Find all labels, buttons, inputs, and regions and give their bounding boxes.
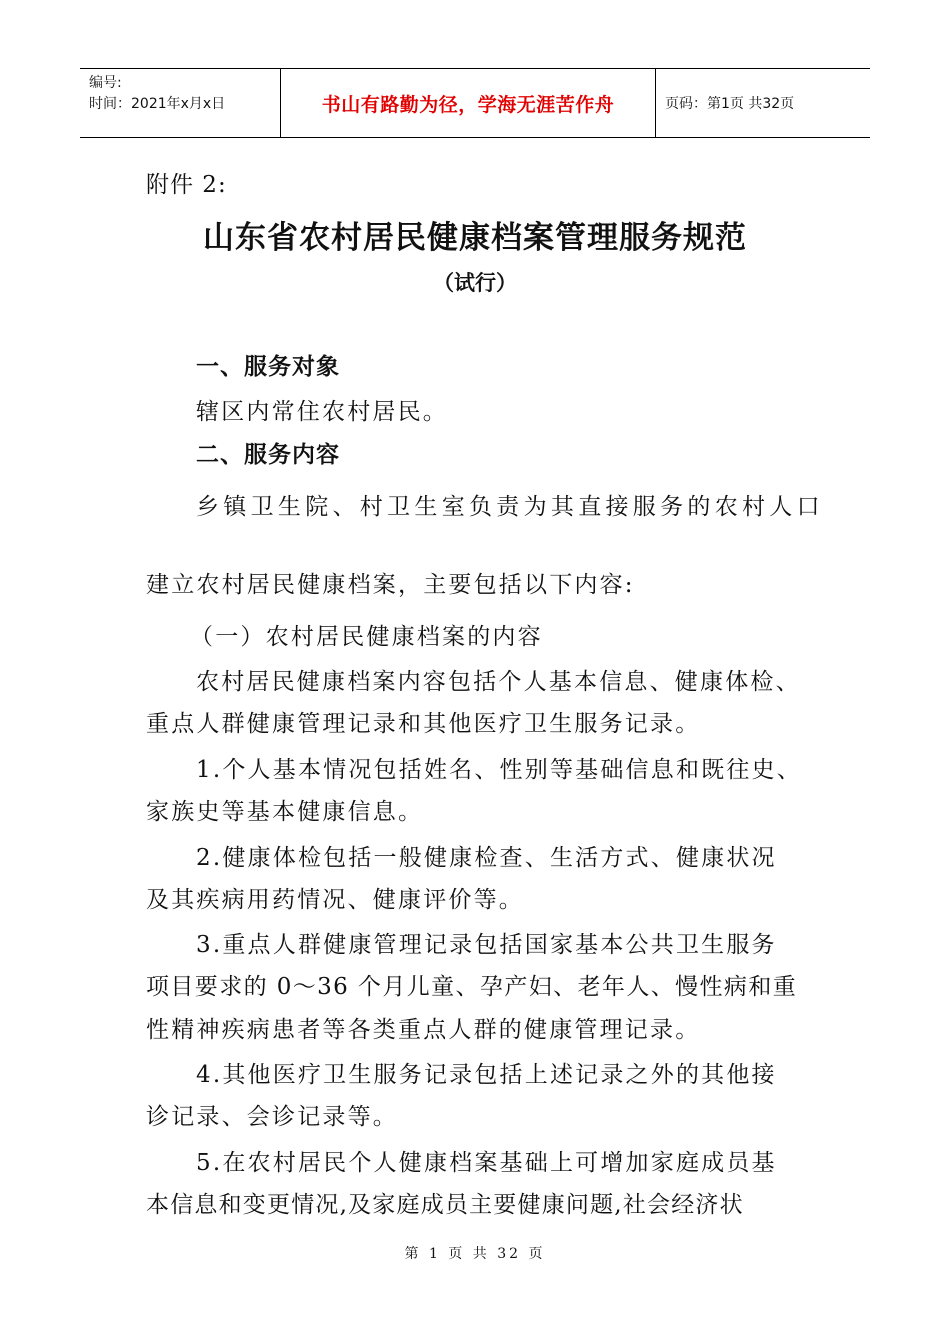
paragraph-line: 5.在农村居民个人健康档案基础上可增加家庭成员基: [196, 1150, 777, 1176]
paragraph-line: 1.个人基本情况包括姓名、性别等基础信息和既往史、: [196, 757, 802, 783]
page-header: [80, 68, 870, 138]
paragraph-line: 3.重点人群健康管理记录包括国家基本公共卫生服务: [196, 932, 777, 958]
document-title: 山东省农村居民健康档案管理服务规范: [203, 220, 747, 256]
header-meta-cell: [80, 69, 281, 137]
section-heading-service-target: 一、服务对象: [196, 354, 340, 380]
header-motto: 书山有路勤为径，学海无涯苦作舟: [281, 69, 656, 137]
document-subtitle: （试行）: [433, 271, 517, 295]
paragraph-line: 诊记录、会诊记录等。: [146, 1104, 398, 1130]
paragraph-line: 及其疾病用药情况、健康评价等。: [146, 887, 524, 913]
paragraph-line: 4.其他医疗卫生服务记录包括上述记录之外的其他接: [196, 1062, 777, 1088]
paragraph-line: 2.健康体检包括一般健康检查、生活方式、健康状况: [196, 845, 777, 871]
header-page-info: 页码：第1页 共32页: [665, 96, 795, 112]
section-text-service-target: 辖区内常住农村居民。: [196, 399, 448, 425]
section-heading-service-content: 二、服务内容: [196, 442, 340, 468]
paragraph-line: 建立农村居民健康档案，主要包括以下内容:: [146, 572, 635, 598]
paragraph-line: 本信息和变更情况,及家庭成员主要健康问题,社会经济状: [146, 1192, 744, 1218]
page-footer: 第 1 页 共 32 页: [404, 1246, 546, 1262]
paragraph-line: 项目要求的 0～36 个月儿童、孕产妇、老年人、慢性病和重: [146, 974, 798, 1000]
document-number-label: 编号:: [89, 75, 122, 91]
paragraph-line: 农村居民健康档案内容包括个人基本信息、健康体检、: [196, 669, 801, 695]
paragraph-line: 家族史等基本健康信息。: [146, 799, 424, 825]
document-time-label: 时间：2021年x月x日: [89, 96, 226, 112]
paragraph-line: （一）农村居民健康档案的内容: [190, 624, 543, 650]
attachment-label: 附件 2:: [146, 172, 227, 198]
paragraph-line: 重点人群健康管理记录和其他医疗卫生服务记录。: [146, 711, 701, 737]
paragraph-line: 乡镇卫生院、村卫生室负责为其直接服务的农村人口: [196, 494, 824, 520]
paragraph-line: 性精神疾病患者等各类重点人群的健康管理记录。: [146, 1017, 701, 1043]
